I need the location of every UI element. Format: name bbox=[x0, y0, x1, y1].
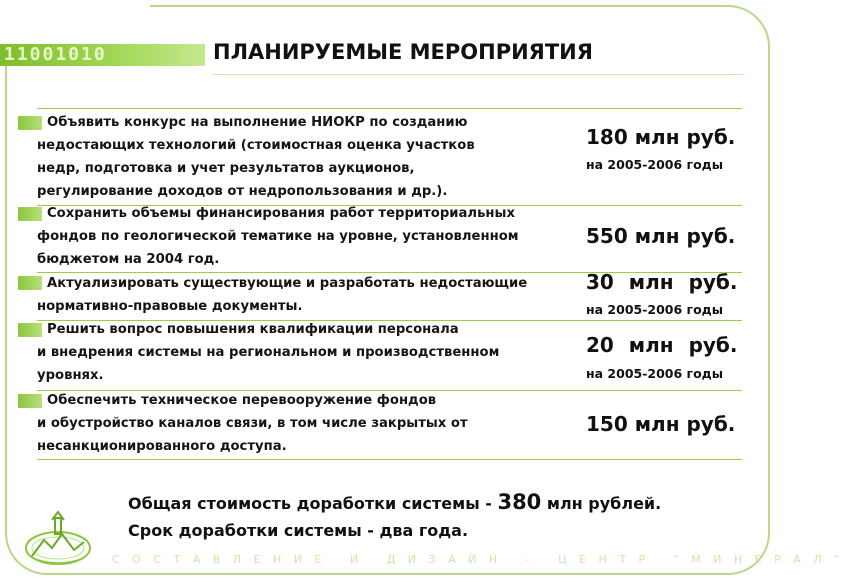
measure-text bbox=[37, 202, 519, 271]
measure-cost: 180 млн руб. bbox=[586, 125, 736, 149]
measure-line: недостающих технологий (стоимостная оценка участков bbox=[37, 138, 475, 153]
measure-cost: 150 млн руб. bbox=[586, 412, 736, 436]
title-divider bbox=[213, 74, 743, 75]
row-divider bbox=[37, 108, 742, 109]
measure-line: Сохранить объемы финансирования работ территориальных bbox=[47, 206, 515, 221]
measure-period: на 2005-2006 годы bbox=[586, 302, 724, 317]
measure-line: Актуализировать существующие и разработать недостающие bbox=[47, 276, 528, 291]
binary-banner: 11001010 bbox=[0, 44, 205, 66]
measure-line: Решить вопрос повышения квалификации персонала bbox=[47, 322, 459, 337]
measure-line: нормативно-правовые документы. bbox=[37, 299, 303, 314]
table-bottom-divider bbox=[37, 459, 742, 460]
measure-text bbox=[37, 272, 527, 318]
mineral-logo-icon bbox=[18, 510, 98, 570]
measure-line: несанкционированного доступа. bbox=[37, 439, 287, 454]
total-value: 380 bbox=[497, 490, 542, 514]
measure-line: Объявить конкурс на выполнение НИОКР по созданию bbox=[47, 115, 468, 130]
footer-credit: СОСТАВЛЕНИЕ И ДИЗАЙН - ЦЕНТР "МИНЕРАЛ" bbox=[112, 553, 852, 566]
page-title: ПЛАНИРУЕМЫЕ МЕРОПРИЯТИЯ bbox=[213, 40, 593, 64]
completion-term: Срок доработки системы - два года. bbox=[128, 521, 469, 540]
measure-line: бюджетом на 2004 год. bbox=[37, 252, 220, 267]
measure-line: уровнях. bbox=[37, 368, 104, 383]
measure-line: недр, подготовка и учет результатов аукционов, bbox=[37, 161, 415, 176]
measure-line: и внедрения системы на региональном и производственном bbox=[37, 345, 500, 360]
measure-line: и обустройство каналов связи, в том числе закрытых от bbox=[37, 416, 468, 431]
total-suffix: млн рублей. bbox=[541, 494, 662, 513]
total-cost bbox=[128, 490, 661, 514]
measure-cost: 550 млн руб. bbox=[586, 224, 736, 248]
measure-text bbox=[37, 318, 499, 387]
measure-period: на 2005-2006 годы bbox=[586, 366, 724, 381]
total-prefix: Общая стоимость доработки системы - bbox=[128, 494, 498, 513]
measure-cost: 30 млн руб. bbox=[586, 270, 738, 294]
measure-line: Обеспечить техническое перевооружение фондов bbox=[47, 393, 437, 408]
measure-line: фондов по геологической тематике на уровне, установленном bbox=[37, 229, 519, 244]
measure-period: на 2005-2006 годы bbox=[586, 157, 724, 172]
measure-line: регулирование доходов от недропользования и др.). bbox=[37, 184, 448, 199]
measure-text bbox=[37, 389, 468, 458]
measure-cost: 20 млн руб. bbox=[586, 333, 738, 357]
measure-text bbox=[37, 111, 475, 203]
